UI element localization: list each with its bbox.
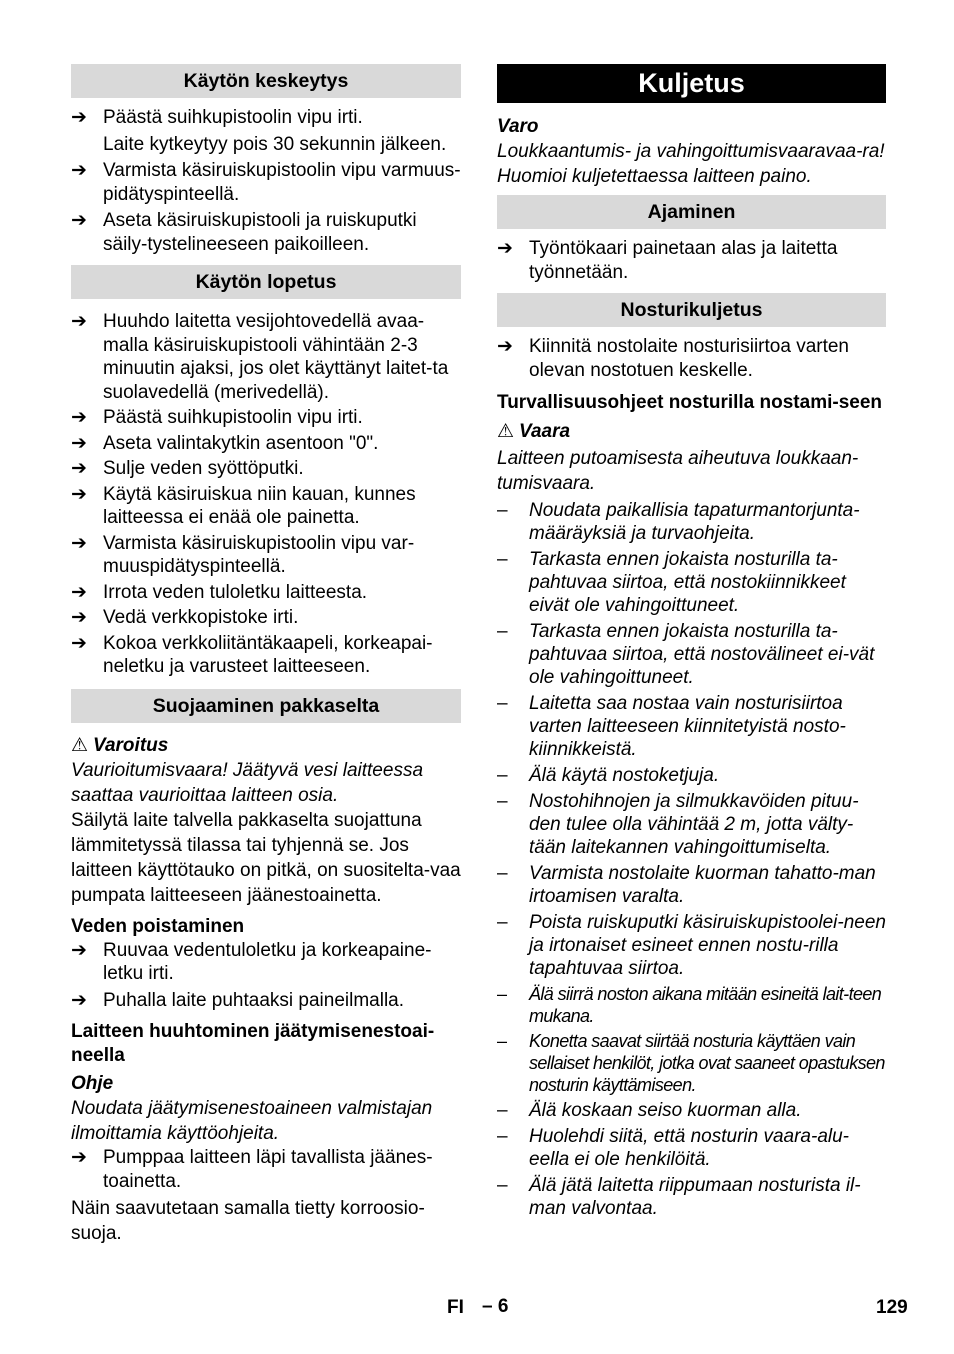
list-item — [497, 790, 886, 859]
list-item — [71, 1146, 461, 1193]
safety-list — [497, 499, 886, 1220]
warning-icon: ⚠ — [71, 734, 89, 756]
arrow-icon: ➔ — [71, 107, 87, 128]
list-item-text: Sulje veden syöttöputki. — [103, 458, 304, 479]
paragraph: Säilytä laite talvella pakkaselta suojattuna lämmitetyssä tilassa tai tyhjennä se. Jos laitteen käyttötauko on pitkä, on suositelta-vaa pumpata laitteeseen jäänestoainetta. — [71, 809, 461, 906]
list-item — [497, 620, 886, 689]
list-item — [71, 432, 461, 456]
dash-bullet: – — [497, 693, 508, 714]
subheading: Laitteen huuhtominen jäätymisenestoai-neella — [71, 1021, 435, 1066]
list-item-text: Varmista nostolaite kuorman tahatto-man irtoamisen varalta. — [529, 863, 876, 907]
arrow-icon: ➔ — [71, 407, 87, 428]
subheading: Veden poistaminen — [71, 915, 245, 937]
left-column — [71, 64, 461, 1246]
warning-text: Vaurioitumisvaara! Jäätyvä vesi laitteessa saattaa vaurioittaa laitteen osia. — [71, 759, 424, 806]
instruction-list — [71, 939, 461, 1013]
list-item — [71, 989, 461, 1013]
section-heading: Suojaaminen pakkaselta — [71, 689, 461, 723]
arrow-icon: ➔ — [71, 1147, 87, 1168]
list-item — [71, 133, 461, 157]
danger-label: ⚠ Vaara — [497, 421, 571, 442]
list-item-text: Pumppaa laitteen läpi tavallista jäänes-toainetta. — [103, 1147, 433, 1192]
dash-bullet: – — [497, 1031, 507, 1051]
list-item-text: Huuhdo laitetta vesijohtovedellä avaa-malla käsiruiskupistooli vähintään 2-3 minuutin ajaksi, jos olet käyttänyt laitet-ta suolavedellä (merivedellä). — [103, 311, 449, 403]
list-item — [497, 548, 886, 617]
list-item-text: Varmista käsiruiskupistoolin vipu var-muuspidätyspinteellä. — [103, 532, 415, 577]
arrow-icon: ➔ — [71, 483, 87, 505]
list-item-text: Konetta saavat siirtää nosturia käyttäen vain sellaiset henkilöt, jotka ovat saaneet opastuksen nosturin käyttämiseen. — [529, 1031, 885, 1095]
arrow-icon: ➔ — [497, 336, 513, 357]
list-item — [71, 159, 461, 206]
note-text: Noudata jäätymisenestoaineen valmistajan ilmoittamia käyttöohjeita. — [71, 1098, 433, 1144]
instruction-list — [497, 237, 886, 284]
arrow-icon: ➔ — [71, 939, 87, 961]
list-item — [497, 237, 886, 284]
list-item-text: Tarkasta ennen jokaista nosturilla ta-pahtuvaa siirtoa, että nostokiinnikkeet eivät ole vahingoittuneet. — [529, 549, 846, 616]
arrow-icon: ➔ — [71, 210, 87, 231]
arrow-icon: ➔ — [71, 607, 87, 628]
list-item-text: Ruuvaa vedentuloletku ja korkeapaine-letku irti. — [103, 939, 432, 984]
caution-text: Loukkaantumis- ja vahingoittumisvaaravaa-ra! Huomioi kuljetettaessa laitteen paino. — [497, 141, 885, 187]
list-item-text: Aseta valintakytkin asentoon "0". — [103, 432, 379, 454]
dash-bullet: – — [497, 549, 508, 570]
list-item — [497, 983, 886, 1027]
list-item-text: Älä jätä laitetta riippumaan nosturista il-man valvontaa. — [529, 1175, 861, 1219]
section-heading: Käytön keskeytys — [71, 64, 461, 98]
paragraph: Näin saavutetaan samalla tietty korroosio-suoja. — [71, 1198, 425, 1244]
danger-text: Laitteen putoamisesta aiheutuva loukkaan-tumisvaara. — [497, 448, 859, 494]
page-number: 129 — [876, 1297, 908, 1318]
list-item-text: Kiinnitä nostolaite nosturisiirtoa varten olevan nostotuen keskelle. — [529, 336, 850, 381]
list-item — [497, 764, 886, 787]
list-item-text: Vedä verkkopistoke irti. — [103, 607, 299, 628]
list-item-text: Kokoa verkkoliitäntäkaapeli, korkeapai-neletku ja varusteet laitteeseen. — [103, 632, 433, 677]
arrow-icon: ➔ — [71, 532, 87, 554]
dash-bullet: – — [497, 1100, 508, 1121]
instruction-list — [71, 310, 461, 679]
section-heading: Käytön lopetus — [71, 265, 461, 299]
dash-bullet: – — [497, 863, 508, 884]
list-item — [497, 862, 886, 908]
list-item — [497, 499, 886, 545]
dash-bullet: – — [497, 621, 508, 642]
list-item-text: Noudata paikallisia tapaturmantorjunta-määräyksiä ja turvaohjeita. — [529, 500, 860, 544]
list-item — [71, 406, 461, 430]
list-item-text: Aseta käsiruiskupistooli ja ruiskuputki säily-tystelineeseen paikoilleen. — [103, 210, 417, 255]
dash-bullet: – — [497, 500, 508, 521]
list-item-text: Tarkasta ennen jokaista nosturilla ta-pahtuvaa siirtoa, että nostovälineet ei-vät ole vahingoittuneet. — [529, 621, 875, 688]
list-item — [497, 1125, 886, 1171]
dash-bullet: – — [497, 984, 507, 1004]
caution-label: Varo — [497, 116, 539, 137]
arrow-icon: ➔ — [71, 581, 87, 603]
footer-language: FI — [447, 1297, 464, 1318]
arrow-icon: ➔ — [71, 632, 87, 654]
arrow-icon: ➔ — [71, 458, 87, 479]
dash-bullet: – — [497, 1175, 508, 1196]
list-item-text: Nostohihnojen ja silmukkavöiden pituu-den tulee olla vähintää 2 m, jotta välty-tään laitekannen vahingoittumiselta. — [529, 791, 859, 858]
instruction-list — [71, 1146, 461, 1193]
section-heading: Nosturikuljetus — [497, 293, 886, 327]
section-heading: Ajaminen — [497, 195, 886, 229]
list-item — [71, 106, 461, 130]
list-item-text: Puhalla laite puhtaaksi paineilmalla. — [103, 989, 405, 1011]
list-item — [71, 939, 461, 986]
list-item-text: Irrota veden tuloletku laitteesta. — [103, 581, 368, 603]
list-item-text: Laite kytkeytyy pois 30 sekunnin jälkeen. — [103, 133, 447, 155]
list-item-text: Älä koskaan seiso kuorman alla. — [529, 1100, 802, 1121]
arrow-icon: ➔ — [71, 432, 87, 454]
arrow-icon: ➔ — [497, 238, 513, 259]
list-item-text: Älä siirrä noston aikana mitään esineitä lait-teen mukana. — [529, 984, 882, 1026]
list-item — [71, 310, 461, 404]
instruction-list — [497, 335, 886, 382]
subheading: Turvallisuusohjeet nosturilla nostami-seen — [497, 392, 883, 413]
footer-section-page: – 6 — [482, 1296, 509, 1317]
list-item-text: Laitetta saa nostaa vain nosturisiirtoa varten laitteeseen kiinnitetyistä nosto-kiinnikkeistä. — [529, 693, 846, 760]
list-item-text: Työntökaari painetaan alas ja laitetta työnnetään. — [529, 238, 838, 283]
list-item — [71, 209, 461, 256]
list-item-text: Päästä suihkupistoolin vipu irti. — [103, 107, 363, 128]
list-item — [71, 606, 461, 630]
list-item-text: Käytä käsiruiskua niin kauan, kunnes laitteessa ei enää ole painetta. — [103, 483, 416, 528]
dash-bullet: – — [497, 912, 508, 933]
list-item — [497, 692, 886, 761]
warning-icon: ⚠ — [497, 421, 515, 442]
instruction-list — [71, 106, 461, 256]
list-item-text: Älä käytä nostoketjuja. — [529, 765, 720, 786]
warning-label: ⚠ Varoitus — [71, 734, 169, 756]
chapter-title: Kuljetus — [497, 64, 886, 103]
note-label: Ohje — [71, 1073, 114, 1094]
list-item — [71, 632, 461, 679]
dash-bullet: – — [497, 765, 508, 786]
arrow-icon: ➔ — [71, 311, 87, 332]
right-column — [497, 64, 886, 1220]
list-item — [71, 581, 461, 605]
list-item — [71, 483, 461, 530]
list-item-text: Päästä suihkupistoolin vipu irti. — [103, 407, 363, 428]
list-item-text: Poista ruiskuputki käsiruiskupistoolei-neen ja irtonaiset esineet ennen nostu-rilla tapahtuvaa siirtoa. — [529, 912, 886, 979]
arrow-icon: ➔ — [71, 989, 87, 1011]
list-item — [497, 911, 886, 980]
list-item — [71, 457, 461, 481]
list-item-text: Huolehdi siitä, että nosturin vaara-alu-eella ei ole henkilöitä. — [529, 1126, 850, 1170]
arrow-icon: ➔ — [71, 160, 87, 181]
list-item — [71, 532, 461, 579]
dash-bullet: – — [497, 1126, 508, 1147]
list-item — [497, 335, 886, 382]
list-item — [497, 1099, 886, 1122]
list-item-text: Varmista käsiruiskupistoolin vipu varmuus-pidätyspinteellä. — [103, 160, 461, 205]
dash-bullet: – — [497, 791, 508, 812]
list-item — [497, 1174, 886, 1220]
list-item — [497, 1030, 886, 1096]
